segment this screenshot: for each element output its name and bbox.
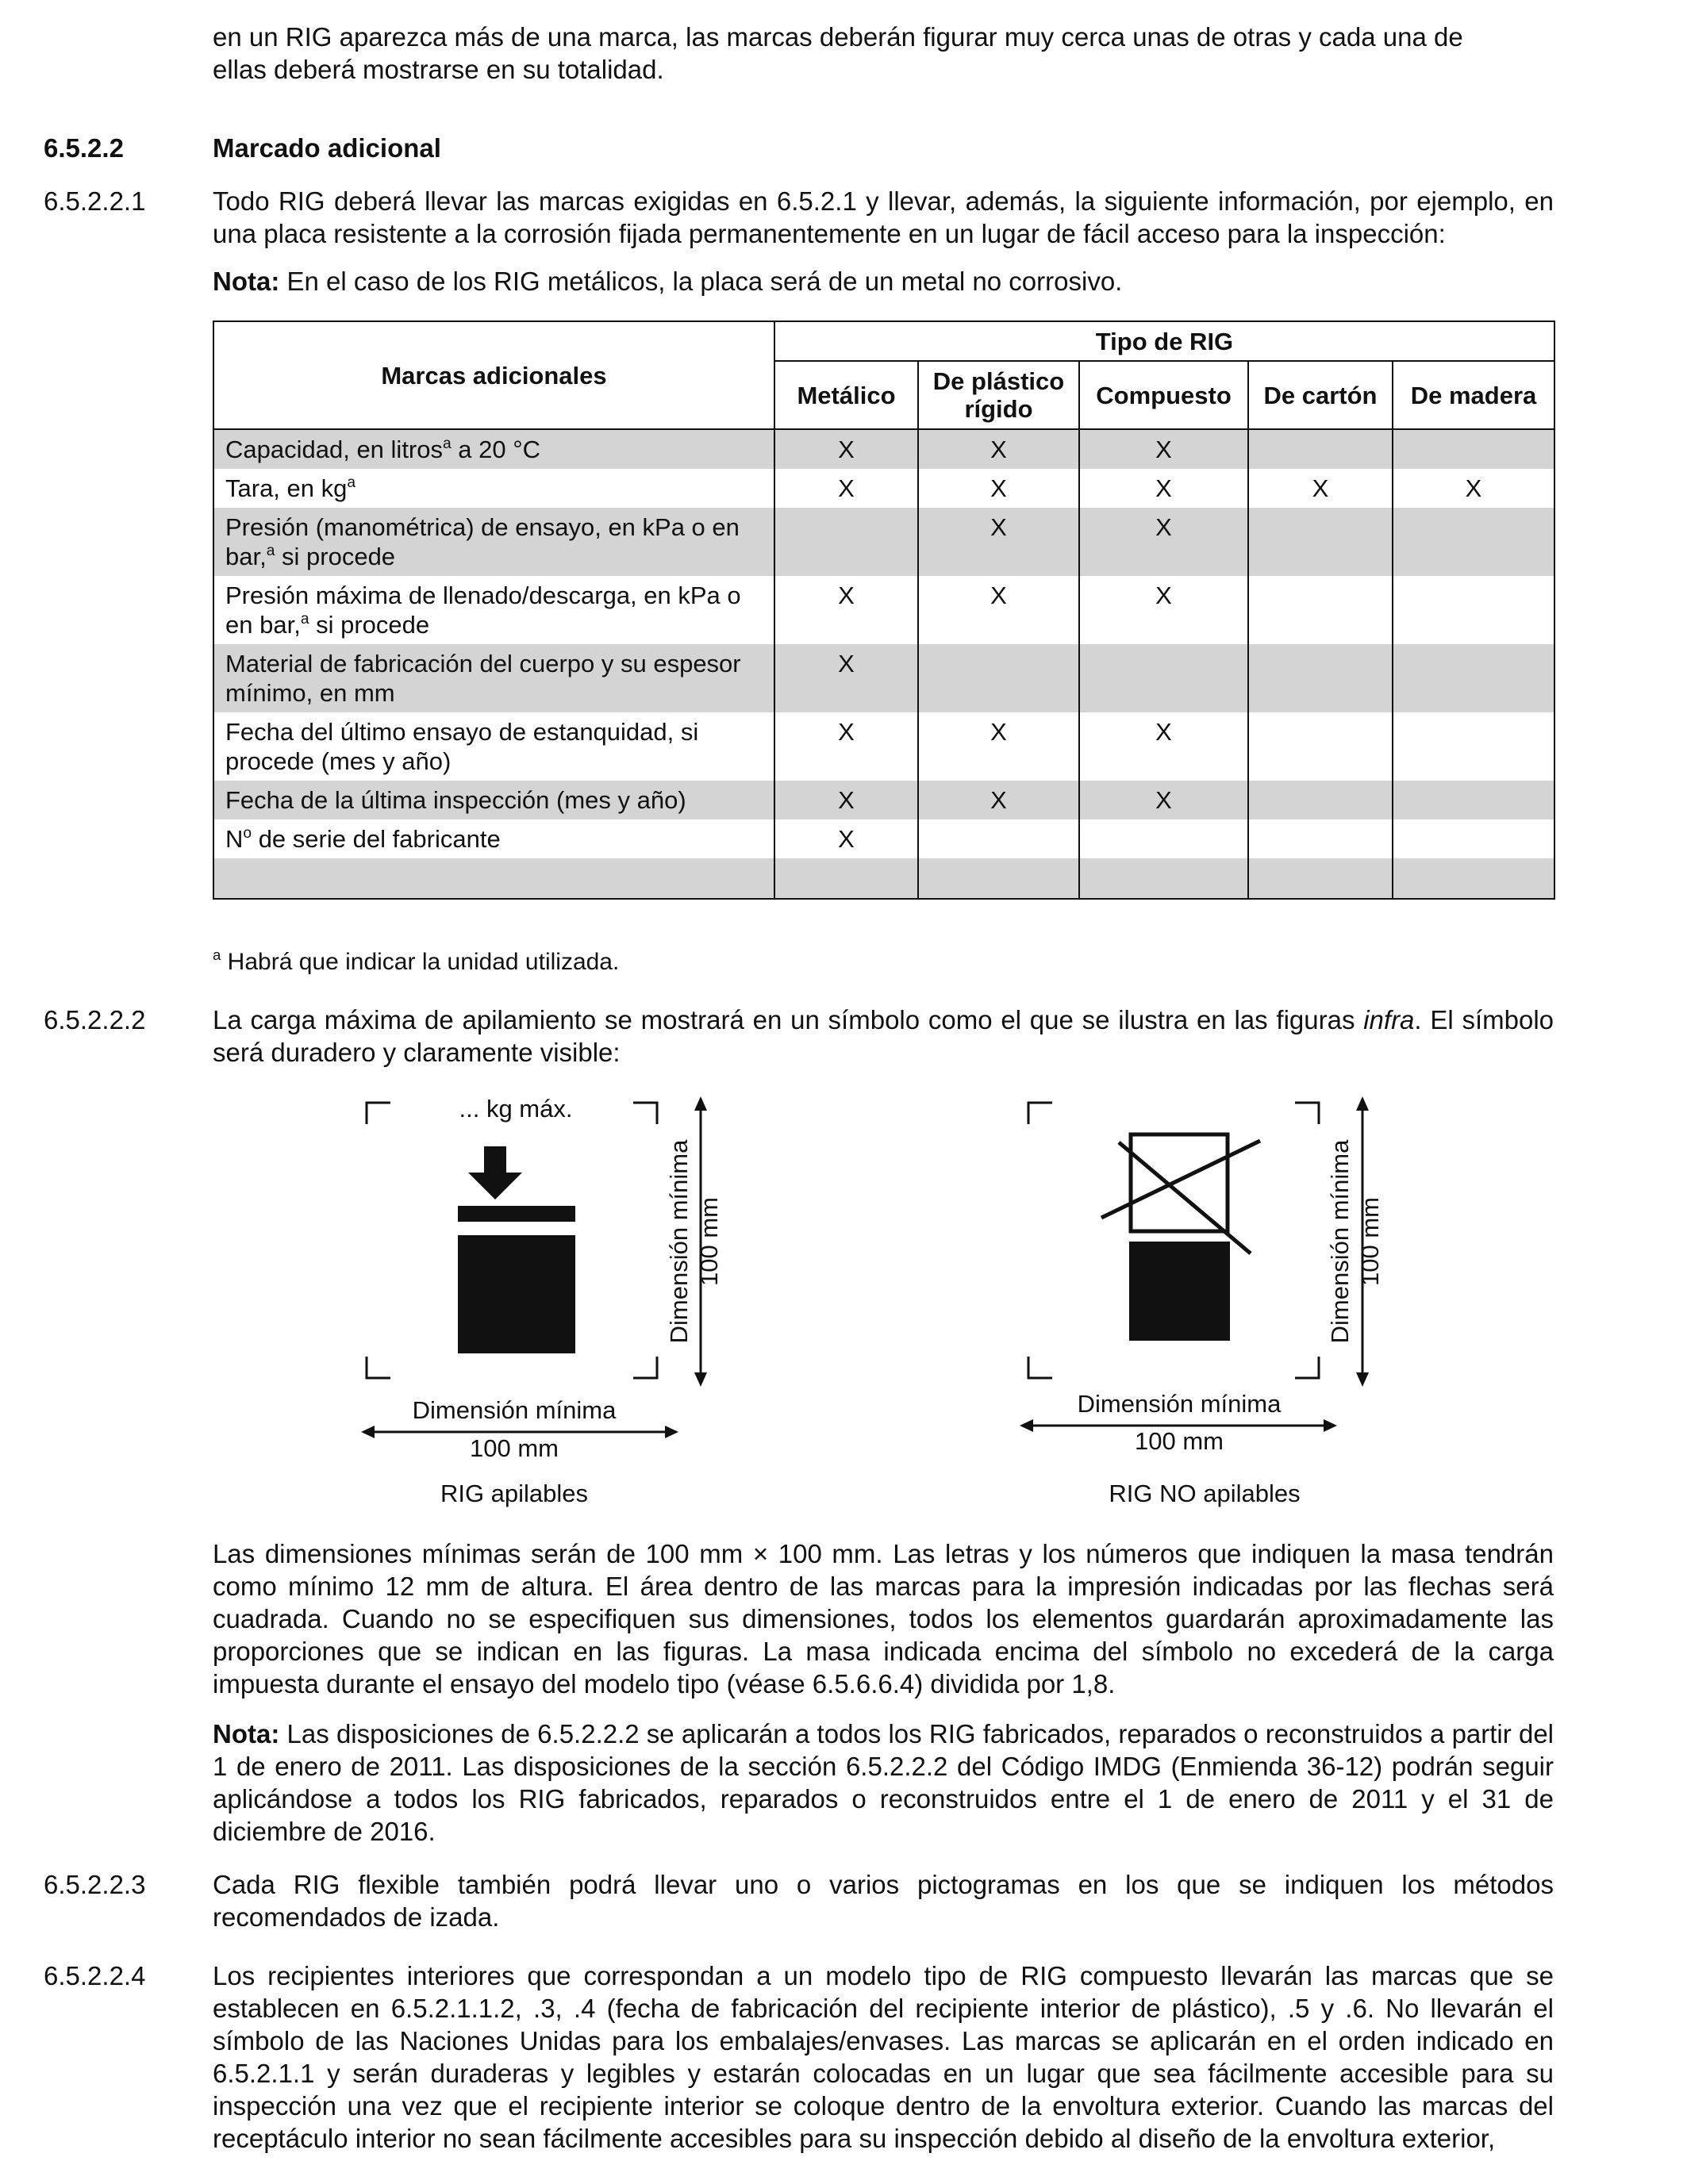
table-cell: X <box>918 429 1079 469</box>
table-cell <box>1393 576 1554 644</box>
table-cell <box>1248 508 1393 576</box>
table-row <box>213 469 1554 508</box>
row-label: Material de fabricación del cuerpo y su espesor mínimo, en mm <box>213 644 774 712</box>
section-number: 6.5.2.2.4 <box>44 1961 146 1990</box>
column-header: De cartón <box>1248 361 1393 429</box>
table-cell <box>1248 429 1393 469</box>
dimension-value-vertical: 100 mm <box>1356 1197 1384 1286</box>
table-cell: X <box>918 508 1079 576</box>
table-cell: X <box>1079 508 1248 576</box>
figure-caption: RIG NO apilables <box>1109 1480 1301 1507</box>
dimension-value-horizontal: 100 mm <box>470 1434 559 1462</box>
table-cell: X <box>1079 429 1248 469</box>
table-cell <box>1248 819 1393 858</box>
paragraph: Todo RIG deberá llevar las marcas exigidas en 6.5.2.1 y llevar, además, la siguiente información, por ejemplo, en una placa resistente a la corrosión fijada permanentemente en un lugar de fácil acceso para la inspección: <box>213 186 1554 248</box>
table-cell <box>1393 429 1554 469</box>
table-cell <box>1393 858 1554 899</box>
section-number: 6.5.2.2.2 <box>44 1005 146 1034</box>
table-cell: X <box>774 781 918 819</box>
paragraph: Las dimensiones mínimas serán de 100 mm × 100 mm. Las letras y los números que indiquen la masa tendrán como mínimo 12 mm de altura. El área dentro de las marcas para la impresión indicadas por las flechas será cuadrada. Cuando no se especifiquen sus dimensiones, todos los elementos guardarán aproximadamente las proporciones que se indican en las figuras. La masa indicada encima del símbolo no excederá de la carga impuesta durante el ensayo del modelo tipo (véase 6.5.6.6.4) dividida por 1,8. <box>213 1539 1554 1698</box>
note <box>213 1718 1554 1848</box>
table-cell <box>918 644 1079 712</box>
table-cell: X <box>918 712 1079 781</box>
table-cell <box>1393 712 1554 781</box>
table-row-empty <box>213 858 1554 899</box>
dimension-label-horizontal: Dimensión mínima <box>1077 1390 1282 1418</box>
table-cell: X <box>1079 469 1248 508</box>
table-cell <box>1248 576 1393 644</box>
intro-line-2: ellas deberá mostrarse en su totalidad. <box>213 55 664 84</box>
stackable-symbol <box>349 1079 762 1523</box>
dimension-value-horizontal: 100 mm <box>1135 1427 1224 1455</box>
note-text: En el caso de los RIG metálicos, la placa será de un metal no corrosivo. <box>279 267 1123 296</box>
table-cell <box>1079 819 1248 858</box>
table-cell <box>918 819 1079 858</box>
note-text: Las disposiciones de 6.5.2.2.2 se aplicarán a todos los RIG fabricados, reparados o reconstruidos a partir del 1 de enero de 2011. Las disposiciones de la sección 6.5.2.2.2 del Código IMDG (Enmienda 36-12) podrán seguir aplicándose a todos los RIG fabricados, reparados o reconstruidos entre el 1 de enero de 2011 y el 31 de diciembre de 2016. <box>213 1719 1554 1846</box>
table-cell <box>1079 644 1248 712</box>
table-cell <box>1248 858 1393 899</box>
table-row <box>213 644 1554 712</box>
dimension-label-horizontal: Dimensión mínima <box>412 1396 617 1424</box>
row-label: $N^o$ de serie del fabricante <box>213 819 774 858</box>
column-header: Compuesto <box>1079 361 1248 429</box>
table-cell: X <box>1079 781 1248 819</box>
row-label: Capacidad, en litros$^a$ a 20 °C <box>213 429 774 469</box>
figure-stackable <box>349 1079 762 1523</box>
table-cell: X <box>774 576 918 644</box>
dimension-label-vertical: Dimensión mínima <box>665 1139 693 1344</box>
table-cell: X <box>1079 712 1248 781</box>
paragraph: Los recipientes interiores que correspondan a un modelo tipo de RIG compuesto llevarán las marcas que se establecen en 6.5.2.1.1.2, .3, .4 (fecha de fabricación del recipiente interior de plástico), .5 y .6. No llevarán el símbolo de las Naciones Unidas para los embalajes/envases. Las marcas se aplicarán en el orden indicado en 6.5.2.1.1 y serán duraderas y legibles y estarán colocadas en un lugar que sea fácilmente accesible para su inspección una vez que el recipiente interior se coloque dentro de la envoltura exterior. Cuando las marcas del receptáculo interior no sean fácilmente accesibles para su inspección debido al diseño de la envoltura exterior, <box>213 1961 1554 2153</box>
section-number: 6.5.2.2.1 <box>44 186 146 216</box>
table-row <box>213 508 1554 576</box>
table-cell <box>1248 644 1393 712</box>
section-number: 6.5.2.2.3 <box>44 1870 146 1899</box>
table-cell <box>1393 781 1554 819</box>
row-label <box>213 858 774 899</box>
table-cell <box>1248 781 1393 819</box>
dimension-value-vertical: 100 mm <box>695 1197 723 1286</box>
note <box>213 265 1554 297</box>
table-row <box>213 576 1554 644</box>
table-row <box>213 712 1554 781</box>
not-stackable-symbol <box>1008 1079 1420 1523</box>
table-cell <box>918 858 1079 899</box>
section-title: Marcado adicional <box>213 133 441 163</box>
table-cell <box>1393 508 1554 576</box>
table-cell: X <box>774 712 918 781</box>
table-cell: X <box>918 469 1079 508</box>
column-header: De madera <box>1393 361 1554 429</box>
mass-label: ... kg máx. <box>459 1095 573 1123</box>
table-cell: X <box>918 576 1079 644</box>
table-cell <box>1393 644 1554 712</box>
section-number: 6.5.2.2 <box>44 133 124 163</box>
table-cell: X <box>1079 576 1248 644</box>
note-label: Nota: <box>213 267 280 296</box>
figure-caption: RIG apilables <box>440 1480 589 1507</box>
table-cell: X <box>918 781 1079 819</box>
column-header-marks: Marcas adicionales <box>213 321 774 429</box>
table-cell: X <box>774 429 918 469</box>
table-cell <box>774 508 918 576</box>
note-label: Nota: <box>213 1719 280 1748</box>
row-label: Presión máxima de llenado/descarga, en kPa o en bar,$^a$ si procede <box>213 576 774 644</box>
row-label: Fecha de la última inspección (mes y año) <box>213 781 774 819</box>
table-row <box>213 781 1554 819</box>
column-group-header: Tipo de RIG <box>774 321 1554 361</box>
table-row <box>213 429 1554 469</box>
additional-marks-table <box>213 320 1555 900</box>
row-label: Presión (manométrica) de ensayo, en kPa o en bar,$^a$ si procede <box>213 508 774 576</box>
table-footnote: $^a$ Habrá que indicar la unidad utilizada. <box>213 946 620 975</box>
intro-line-1: en un RIG aparezca más de una marca, las marcas deberán figurar muy cerca unas de otras y cada una de <box>213 22 1463 52</box>
row-label: Fecha del último ensayo de estanquidad, si procede (mes y año) <box>213 712 774 781</box>
table-cell <box>1248 712 1393 781</box>
table-cell <box>774 858 918 899</box>
table-cell: X <box>774 469 918 508</box>
figure-not-stackable <box>1008 1079 1420 1523</box>
table-cell: X <box>1393 469 1554 508</box>
paragraph: La carga máxima de apilamiento se mostrará en un símbolo como el que se ilustra en las figuras infra. El símbolo será duradero y claramente visible: <box>213 1005 1554 1067</box>
column-header: Metálico <box>774 361 918 429</box>
table-cell: X <box>1248 469 1393 508</box>
table-cell <box>1393 819 1554 858</box>
table-cell <box>1079 858 1248 899</box>
column-header: De plástico rígido <box>918 361 1079 429</box>
paragraph: Cada RIG flexible también podrá llevar uno o varios pictogramas en los que se indiquen los métodos recomendados de izada. <box>213 1870 1554 1932</box>
table-cell: X <box>774 819 918 858</box>
table-row <box>213 819 1554 858</box>
table-cell: X <box>774 644 918 712</box>
row-label: Tara, en $kg^a$ <box>213 469 774 508</box>
dimension-label-vertical: Dimensión mínima <box>1326 1139 1354 1344</box>
